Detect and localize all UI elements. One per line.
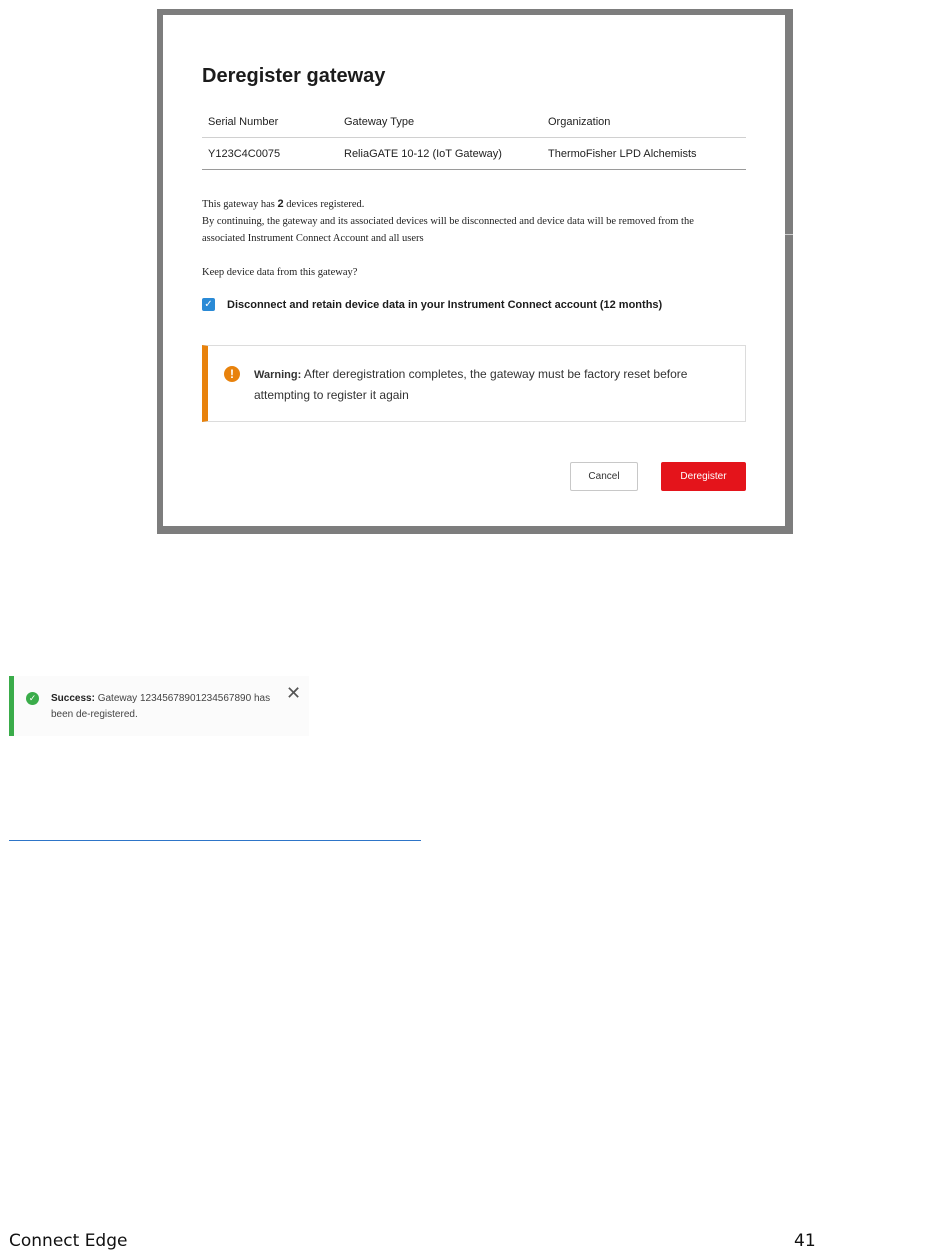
column-header-organization: Organization	[542, 107, 746, 138]
deregister-modal	[163, 15, 785, 526]
table-header-row	[202, 107, 746, 138]
toast-text: Gateway 12345678901234567890 has been de-registered.	[51, 693, 271, 720]
table-row	[202, 138, 746, 170]
warning-label: Warning:	[254, 369, 302, 381]
footer-title: Connect Edge	[9, 1231, 128, 1251]
continuing-line-2: associated Instrument Connect Account and all users	[202, 233, 424, 244]
gateway-table	[202, 107, 746, 170]
retain-data-label[interactable]: Disconnect and retain device data in your Instrument Connect account (12 months)	[227, 298, 663, 311]
page-number: 41	[794, 1231, 816, 1251]
keep-data-question: Keep device data from this gateway?	[202, 267, 358, 278]
continuing-warning-text	[202, 213, 762, 247]
cell-organization: ThermoFisher LPD Alchemists	[542, 138, 746, 170]
modal-title: Deregister gateway	[202, 65, 386, 87]
warning-message	[254, 364, 724, 405]
toast-label: Success:	[51, 693, 95, 704]
close-icon[interactable]: ✕	[286, 683, 302, 703]
cell-gateway-type: ReliaGATE 10-12 (IoT Gateway)	[338, 138, 542, 170]
background-divider	[785, 234, 793, 235]
modal-screenshot	[157, 9, 793, 534]
check-circle-icon: ✓	[26, 692, 39, 705]
cell-serial-number: Y123C4C0075	[202, 138, 338, 170]
device-count-value: 2	[277, 198, 284, 210]
warning-text: After deregistration completes, the gateway must be factory reset before attempting to register it again	[254, 367, 688, 402]
toast-message	[51, 691, 271, 723]
cancel-button[interactable]: Cancel	[570, 462, 638, 491]
warning-banner	[202, 345, 746, 422]
retain-data-checkbox[interactable]: ✓	[202, 298, 215, 311]
success-toast	[9, 676, 309, 736]
column-header-gateway-type: Gateway Type	[338, 107, 542, 138]
device-count-prefix: This gateway has	[202, 199, 278, 210]
continuing-line-1: By continuing, the gateway and its associated devices will be disconnected and device data will be removed from the	[202, 216, 694, 227]
deregister-button[interactable]: Deregister	[661, 462, 746, 491]
column-header-serial: Serial Number	[202, 107, 338, 138]
device-count-suffix: devices registered.	[283, 199, 365, 210]
device-count-text	[202, 196, 762, 213]
retain-data-option[interactable]	[202, 298, 662, 311]
warning-icon: !	[224, 366, 240, 382]
footnote-separator	[9, 840, 421, 841]
